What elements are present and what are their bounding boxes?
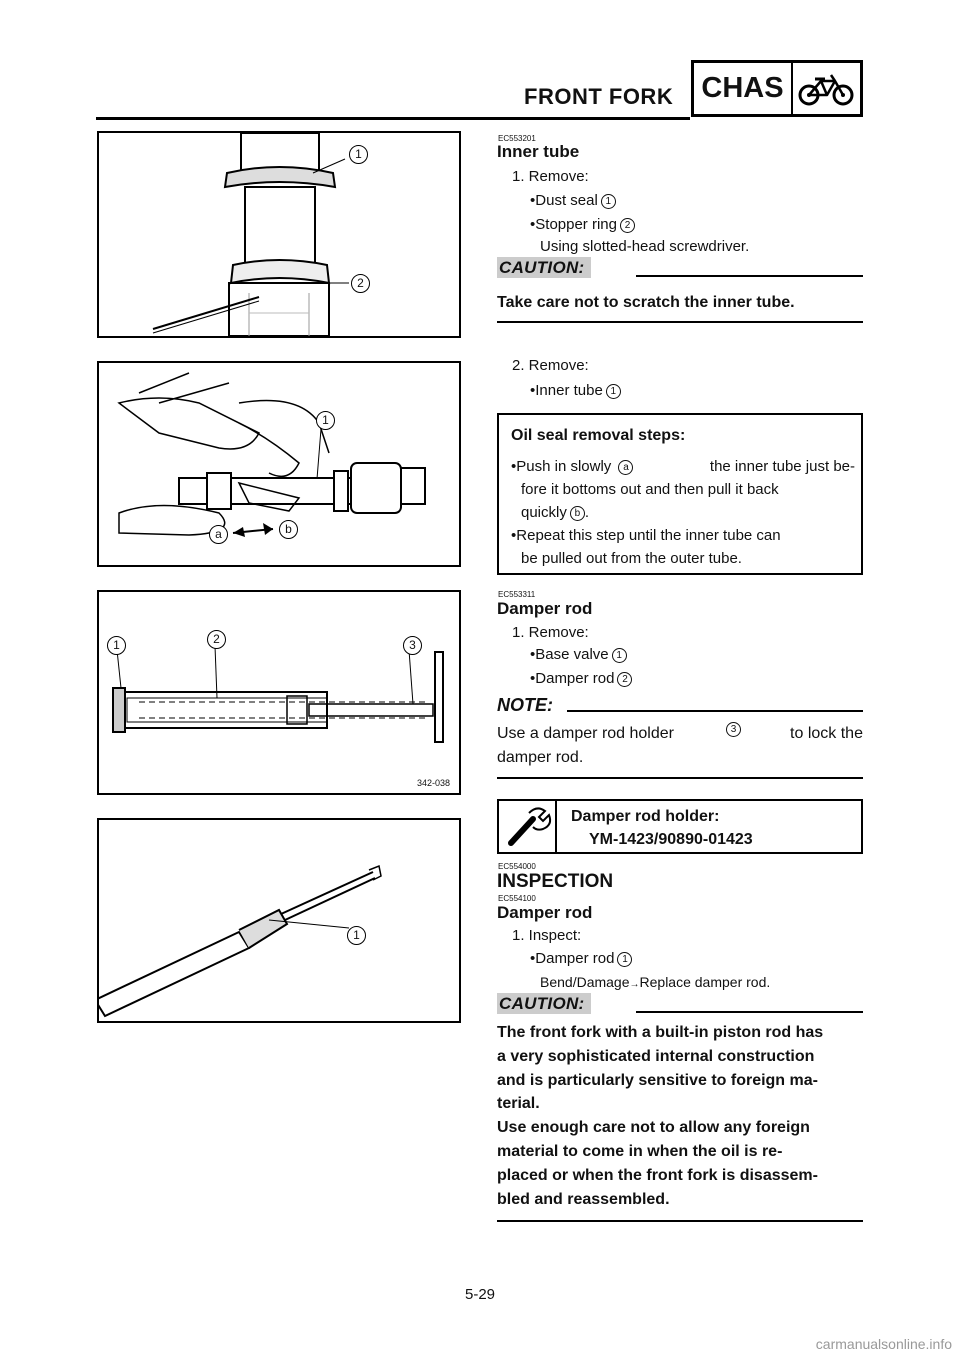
caution-label: CAUTION: <box>497 258 591 278</box>
step-label: 1. Remove: <box>512 168 589 185</box>
section-heading: Damper rod <box>497 599 593 618</box>
caution-rule <box>636 1011 863 1013</box>
section-code: EC553201 <box>498 134 536 143</box>
list-item: •Base valve 1 <box>530 646 627 663</box>
item-text: Damper rod <box>535 950 615 967</box>
figure-label: 2 <box>351 274 370 293</box>
item-number: 1 <box>617 952 632 967</box>
figure-label: b <box>279 520 298 539</box>
oil-seal-box <box>497 413 863 575</box>
note-label: NOTE: <box>497 695 553 715</box>
tool-box <box>497 799 863 854</box>
list-item: •Inner tube 1 <box>530 382 621 399</box>
wrench-tool-icon <box>499 801 557 852</box>
item-number: 2 <box>620 218 635 233</box>
step-label: 1. Inspect: <box>512 927 582 944</box>
watermark: carmanualsonline.info <box>815 1336 952 1352</box>
section-code: CHAS <box>694 63 793 114</box>
figure-damper-rod-holder <box>97 590 461 795</box>
section-code: EC554100 <box>498 894 536 903</box>
box-bullet: •Push in slowly a the inner tube just be- fore it bottoms out and then pull it back quickly b . •Repeat this step until the inner tube can be pulled out from the outer tube. <box>511 458 855 567</box>
list-item: •Dust seal 1 <box>530 192 616 209</box>
motorcycle-icon <box>793 63 860 114</box>
item-number: 1 <box>606 384 621 399</box>
subsection-heading: Damper rod <box>497 903 593 922</box>
item-number: 2 <box>617 672 632 687</box>
item-number: 1 <box>601 194 616 209</box>
caution-end-rule <box>497 1220 863 1222</box>
figure-label: 1 <box>347 926 366 945</box>
item-note: Using slotted-head screwdriver. <box>540 238 750 255</box>
header-rule <box>96 117 690 120</box>
list-item: •Damper rod 2 <box>530 670 632 687</box>
page-title: FRONT FORK <box>524 84 674 109</box>
item-text: Dust seal <box>535 192 598 209</box>
section-code: EC553311 <box>498 590 536 599</box>
figure-dust-seal <box>97 131 461 338</box>
caution-end-rule <box>497 321 863 323</box>
box-title: Oil seal removal steps: <box>511 427 686 444</box>
step-label: 2. Remove: <box>512 357 589 374</box>
item-text: Stopper ring <box>535 216 617 233</box>
tool-label: Damper rod holder: <box>571 808 720 825</box>
note-end-rule <box>497 777 863 779</box>
figure-label: 1 <box>107 636 126 655</box>
item-note: Bend/Damage→Replace damper rod. <box>540 974 771 990</box>
caution-text: The front fork with a built-in piston rod has a very sophisticated internal construction and is particularly sensitive to foreign ma- terial. Use enough care not to allow any foreign material to come in when the oil is re- placed or when the front fork is disassem- bled and reassembled. <box>497 1024 824 1208</box>
figure-label: 1 <box>349 145 368 164</box>
figure-label: 3 <box>403 636 422 655</box>
tool-part-number: YM-1423/90890-01423 <box>589 831 753 848</box>
note-rule <box>567 710 863 712</box>
item-text: Inner tube <box>535 382 603 399</box>
figure-inner-tube-removal <box>97 361 461 567</box>
figure-label: 1 <box>316 411 335 430</box>
section-heading: Inner tube <box>497 142 580 161</box>
section-badge <box>691 60 863 117</box>
caution-label: CAUTION: <box>497 994 591 1014</box>
figure-caption: 342-038 <box>417 778 451 788</box>
figure-label: 2 <box>207 630 226 649</box>
figure-label: a <box>209 525 228 544</box>
figure-damper-rod <box>97 818 461 1023</box>
item-number: 1 <box>612 648 627 663</box>
section-heading: INSPECTION <box>497 871 614 892</box>
list-item: •Damper rod 1 <box>530 950 632 967</box>
step-label: 1. Remove: <box>512 624 589 641</box>
item-text: Base valve <box>535 646 609 663</box>
list-item: •Stopper ring 2 <box>530 216 635 233</box>
note-text: Use a damper rod holder 3 to lock the damper rod. <box>497 724 863 766</box>
page-number: 5-29 <box>464 1286 496 1303</box>
item-text: Damper rod <box>535 670 615 687</box>
section-code: EC554000 <box>498 862 536 871</box>
caution-text: Take care not to scratch the inner tube. <box>497 294 795 311</box>
caution-rule <box>636 275 863 277</box>
